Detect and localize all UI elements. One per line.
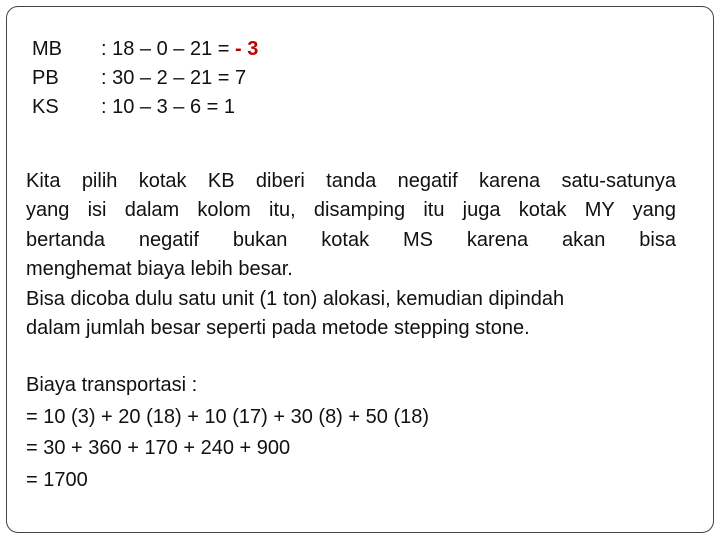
row-result-mb-negative: - 3 bbox=[235, 38, 259, 60]
transport-cost-block bbox=[26, 370, 429, 496]
explanation-line: dalam jumlah besar seperti pada metode stepping stone. bbox=[26, 317, 530, 340]
transport-cost-heading: Biaya transportasi : bbox=[26, 374, 198, 396]
explanation-line: yang isi dalam kolom itu, disamping itu juga kotak MY yang bbox=[26, 199, 676, 222]
row-label-ks: KS bbox=[32, 96, 59, 118]
row-label-pb: PB bbox=[32, 67, 59, 89]
explanation-line: menghemat biaya lebih besar. bbox=[26, 258, 293, 281]
explanation-paragraph bbox=[26, 167, 676, 343]
transport-cost-step: = 30 + 360 + 170 + 240 + 900 bbox=[26, 437, 291, 459]
explanation-line: Bisa dicoba dulu satu unit (1 ton) alokasi, kemudian dipindah bbox=[26, 287, 565, 310]
explanation-line: Kita pilih kotak KB diberi tanda negatif karena satu-satunya bbox=[26, 170, 676, 192]
transport-cost-total: = 1700 bbox=[26, 468, 88, 491]
row-expression-pb: : 30 – 2 – 21 = 7 bbox=[101, 67, 247, 89]
row-expression-ks: : 10 – 3 – 6 = 1 bbox=[101, 96, 235, 118]
row-expression-mb bbox=[101, 34, 258, 65]
row-label-mb: MB bbox=[32, 38, 62, 60]
row-expr-mb: : 18 – 0 – 21 = bbox=[101, 38, 235, 60]
explanation-line: bertanda negatif bukan kotak MS karena akan bisa bbox=[26, 228, 676, 251]
transport-cost-step: = 10 (3) + 20 (18) + 10 (17) + 30 (8) + 50 (18) bbox=[26, 405, 430, 428]
